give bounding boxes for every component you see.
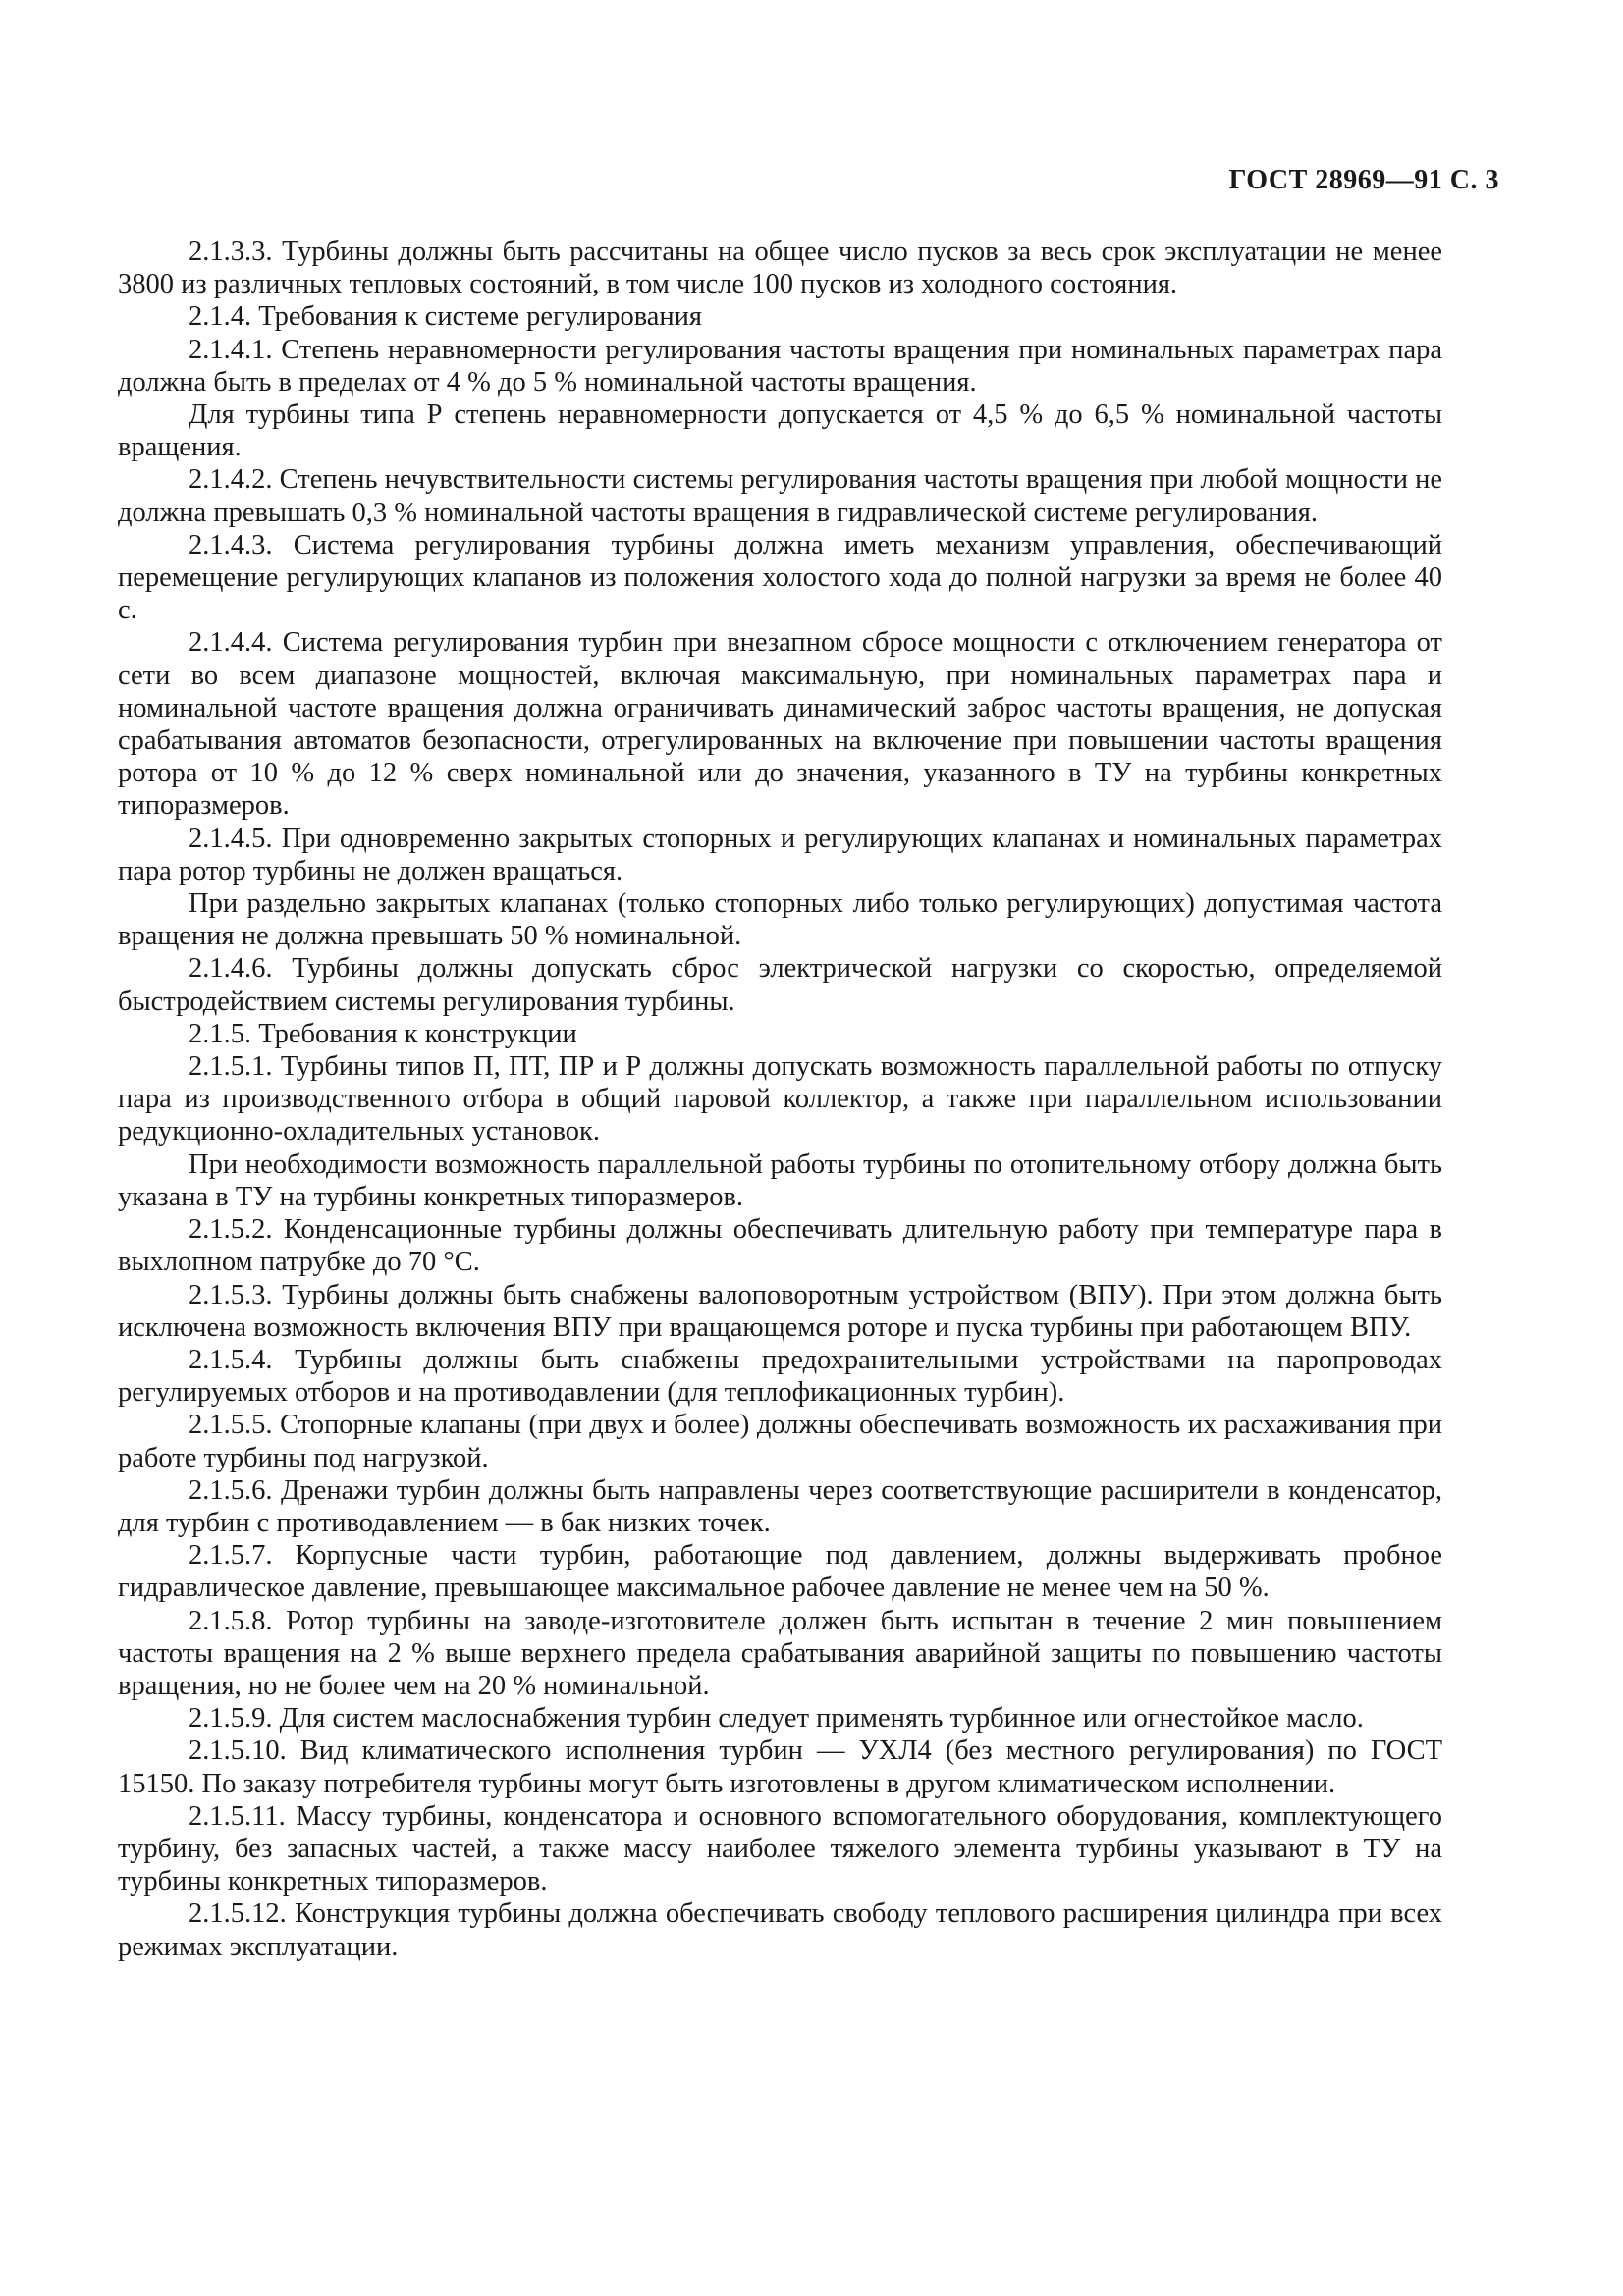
paragraph: 2.1.4. Требования к системе регулирования <box>189 301 703 333</box>
paragraph: 2.1.5.1. Турбины типов П, ПТ, ПР и Р должны допускать возможность параллельной работы по отпуску пара из производственного отбора в общий паровой коллектор, а также при параллельном использовании редукционно-охладительных установок. <box>118 1051 1442 1148</box>
paragraph: 2.1.5.11. Массу турбины, конденсатора и основного вспомогательного оборудования, комплектующего турбину, без запасных частей, а также массу наиболее тяжелого элемента турбины указывают в ТУ на турбины конкретных типоразмеров. <box>118 1800 1442 1897</box>
paragraph: 2.1.5.2. Конденсационные турбины должны обеспечивать длительную работу при температуре пара в выхлопном патрубке до 70 °С. <box>118 1214 1442 1278</box>
paragraph: 2.1.5.10. Вид климатического исполнения турбин — УХЛ4 (без местного регулирования) по ГОСТ 15150. По заказу потребителя турбины могут быть изготовлены в другом климатическом исполнении. <box>118 1735 1442 1799</box>
paragraph: 2.1.4.6. Турбины должны допускать сброс электрической нагрузки со скоростью, определяемой быстродействием системы регулирования турбины. <box>118 953 1442 1017</box>
paragraph: 2.1.5.9. Для систем маслоснабжения турбин следует применять турбинное или огнестойкое масло. <box>189 1703 1364 1735</box>
paragraph: 2.1.4.2. Степень нечувствительности системы регулирования частоты вращения при любой мощности не должна превышать 0,3 % номинальной частоты вращения в гидравлической системе регулирования. <box>118 464 1442 528</box>
paragraph: 2.1.3.3. Турбины должны быть рассчитаны на общее число пусков за весь срок эксплуатации не менее 3800 из различных тепловых состояний, в том числе 100 пусков из холодного состояния. <box>118 237 1442 300</box>
paragraph: 2.1.5.4. Турбины должны быть снабжены предохранительными устройствами на паропроводах регулируемых отборов и на противодавлении (для теплофикационных турбин). <box>118 1344 1442 1409</box>
paragraph: 2.1.5.8. Ротор турбины на заводе-изготовителе должен быть испытан в течение 2 мин повышением частоты вращения на 2 % выше верхнего предела срабатывания аварийной защиты по повышению частоты вращения, но не более чем на 20 % номинальной. <box>118 1605 1442 1701</box>
page-header: ГОСТ 28969—91 С. 3 <box>1228 165 1499 195</box>
paragraph: 2.1.5.12. Конструкция турбины должна обеспечивать свободу теплового расширения цилиндра при всех режимах эксплуатации. <box>118 1898 1442 1962</box>
paragraph: 2.1.5. Требования к конструкции <box>189 1018 577 1049</box>
paragraph: 2.1.4.4. Система регулирования турбин при внезапном сбросе мощности с отключением генератора от сети во всем диапазоне мощностей, включая максимальную, при номинальных параметрах пара и номинальной частоте вращения должна ограничивать динамический заброс частоты вращения, не допуская срабатывания автоматов безопасности, отрегулированных на включение при повышении частоты вращения ротора от 10 % до 12 % сверх номинальной или до значения, указанного в ТУ на турбины конкретных типоразмеров. <box>118 627 1442 822</box>
paragraph: 2.1.5.3. Турбины должны быть снабжены валоповоротным устройством (ВПУ). При этом должна быть исключена возможность включения ВПУ при вращающемся роторе и пуска турбины при работающем ВПУ. <box>118 1279 1442 1343</box>
paragraph: При раздельно закрытых клапанах (только стопорных либо только регулирующих) допустимая частота вращения не должна превышать 50 % номинальной. <box>118 888 1442 952</box>
paragraph: 2.1.4.5. При одновременно закрытых стопорных и регулирующих клапанах и номинальных параметрах пара ротор турбины не должен вращаться. <box>118 823 1442 886</box>
paragraph: 2.1.4.3. Система регулирования турбины должна иметь механизм управления, обеспечивающий перемещение регулирующих клапанов из положения холостого хода до полной нагрузки за время не более 40 с. <box>118 529 1442 626</box>
paragraph: 2.1.5.7. Корпусные части турбин, работающие под давлением, должны выдерживать пробное гидравлическое давление, превышающее максимальное рабочее давление не менее чем на 50 %. <box>118 1540 1442 1604</box>
paragraph: Для турбины типа Р степень неравномерности допускается от 4,5 % до 6,5 % номинальной частоты вращения. <box>118 400 1442 463</box>
paragraph: При необходимости возможность параллельной работы турбины по отопительному отбору должна быть указана в ТУ на турбины конкретных типоразмеров. <box>118 1148 1442 1212</box>
document-body <box>118 236 1442 1963</box>
paragraph: 2.1.5.6. Дренажи турбин должны быть направлены через соответствующие расширители в конденсатор, для турбин с противодавлением — в бак низких точек. <box>118 1474 1442 1538</box>
paragraph: 2.1.4.1. Степень неравномерности регулирования частоты вращения при номинальных параметрах пара должна быть в пределах от 4 % до 5 % номинальной частоты вращения. <box>118 334 1442 398</box>
paragraph: 2.1.5.5. Стопорные клапаны (при двух и более) должны обеспечивать возможность их расхаживания при работе турбины под нагрузкой. <box>118 1410 1442 1473</box>
